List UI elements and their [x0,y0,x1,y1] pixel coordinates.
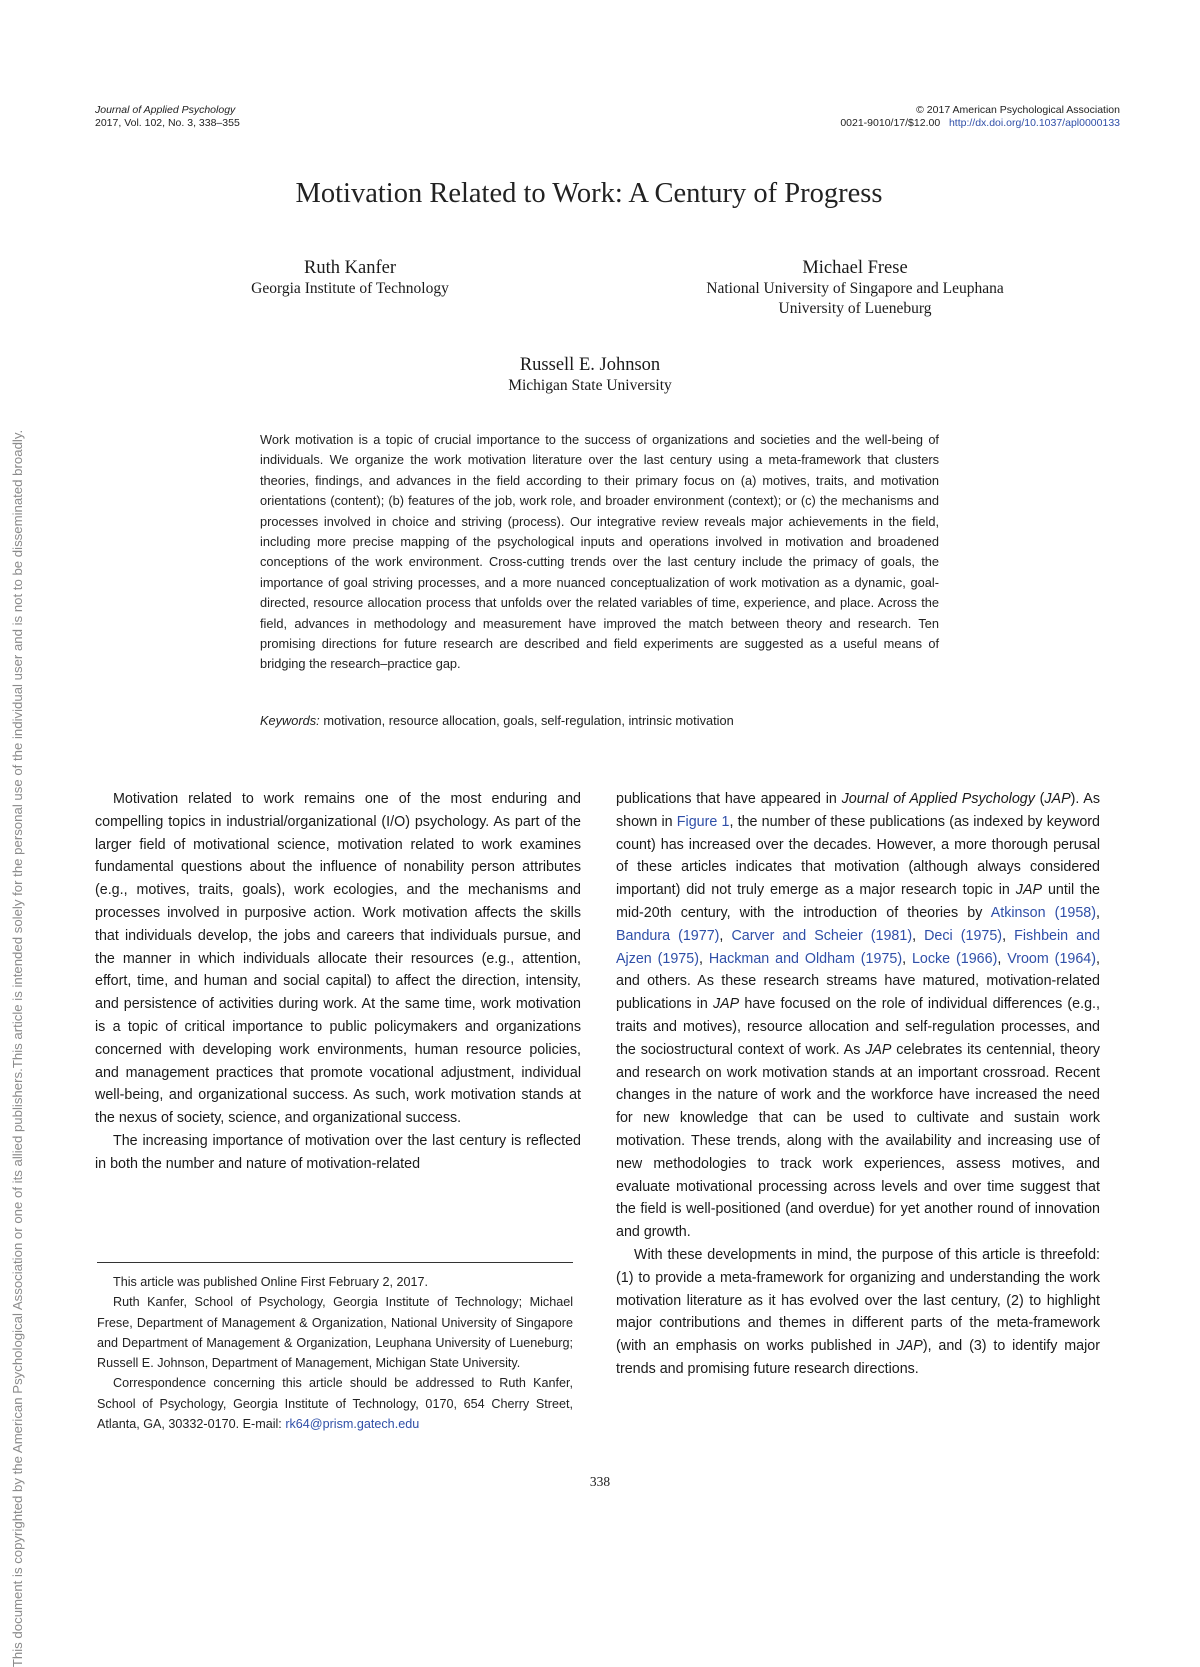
issn: 0021-9010/17/$12.00 [840,117,941,129]
footnote-affiliations: Ruth Kanfer, School of Psychology, Georgia Institute of Technology; Michael Frese, Department of Management & Organization, National University of Singapore and Department of Management & Organization, Leuphana University of Lueneburg; Russell E. Johnson, Department of Management, Michigan State University. [97,1295,573,1371]
text-run: , [719,927,732,944]
author-name: Ruth Kanfer [304,258,396,278]
author-block [420,354,760,396]
text-run: ( [1034,791,1045,807]
abstract: Work motivation is a topic of crucial importance to the success of organizations and societies and the well-being of individuals. We organize the work motivation literature over the last century using a meta-framework that clusters theories, findings, and advances in the field according to their primary focus on (a) motives, traits, and motivation orientations (content); (b) features of the job, work role, and broader environment (context); or (c) the mechanisms and processes involved in choice and striving (process). Our integrative review reveals major achievements in the field, including more precise mapping of the psychological inputs and operations involved in motivation and broadened conceptions of the work environment. Cross-cutting trends over the last century include the primacy of goals, the importance of goal striving processes, and a more nuanced conceptualization of work motivation as a dynamic, goal-directed, resource allocation process that unfolds over the related variables of time, experience, and place. Across the field, advances in methodology and measurement have improved the match between theory and research. Ten promising directions for future research are described and field experiments are suggested as a useful means of bridging the research–practice gap. [260,432,939,672]
citation-link[interactable]: Vroom (1964) [1007,950,1097,967]
journal-abbrev-italic: JAP [1044,791,1071,807]
text-run: , the number of these publications (as indexed by keyword count) has increased over the decades. However, a more thorough perusal of these articles indicates that motivation (although always considered important) did not truly emerge as a major research topic in [616,813,1100,899]
footnote-published: This article was published Online First February 2, 2017. [113,1275,428,1289]
body-paragraph [616,1244,1100,1381]
body-paragraph: Motivation related to work remains one of the most enduring and compelling topics in industrial/organizational (I/O) psychology. As part of the larger field of motivational science, motivation related to work examines fundamental questions about the influence of nonability person attributes (e.g., motives, traits, goals), work ecologies, and the mechanisms and processes involved in purposive action. Work motivation affects the skills that individuals develop, the jobs and careers that individuals pursue, and the manner in which individuals allocate their resources (e.g., attention, effort, time, and human and social capital) to affect the direction, intensity, and persistence of activities during work. At the same time, work motivation is a topic of critical importance to public policymakers and organizations concerned with developing work environments, human resource policies, and management practices that promote vocational adjustment, individual well-being, and organizational success. As such, work motivation stands at the nexus of society, science, and organizational success. [95,791,581,1127]
author-name: Russell E. Johnson [519,355,661,375]
author-block [655,257,1055,319]
text-run: , [912,927,925,944]
figure-1-link[interactable]: Figure 1 [676,813,730,830]
keywords-list: motivation, resource allocation, goals, self-regulation, intrinsic motivation [323,713,734,728]
text-run: ), and (3) to identify major trends and promising future research directions. [616,1338,1100,1377]
author-name: Michael Frese [802,258,908,278]
journal-header [95,104,240,130]
text-run: , and others. As these research streams have matured, motivation-related publications in [616,950,1100,1013]
author-affiliation: National University of Singapore and Leuphana [706,280,1004,297]
keywords [260,713,939,728]
author-block [180,257,520,299]
journal-name: Journal of Applied Psychology [95,104,236,116]
citation-link[interactable]: Atkinson (1958) [990,904,1097,921]
text-run: , [698,950,709,967]
correspondence-text: Correspondence concerning this article should be addressed to Ruth Kanfer, School of Psychology, Georgia Institute of Technology, 0170, 654 Cherry Street, Atlanta, GA, 30332-0170. E-mail: [97,1376,573,1432]
journal-abbrev-italic: JAP [712,996,740,1013]
text-run: , [997,950,1008,967]
citation-link[interactable]: Locke (1966) [911,950,998,967]
author-affiliation: Georgia Institute of Technology [251,280,449,297]
footnotes [97,1272,573,1434]
text-run: , [1096,904,1100,921]
text-run: , [1002,927,1015,944]
citation-link[interactable]: Carver and Scheier (1981) [731,927,913,944]
author-affiliation-line-2: University of Lueneburg [778,300,932,317]
body-paragraph [616,788,1100,1244]
text-run: celebrates its centennial, theory and research on work motivation stands at an important crossroad. Recent changes in the nature of work and the workforce have increased the need for new knowledge that can be used to cultivate and sustain work motivation. These trends, along with the availability and increasing use of new methodologies to track work experiences, assess motives, and evaluate motivational processing across levels and over time suggest that the field is well-positioned (and overdue) for yet another round of innovation and growth. [616,1041,1100,1241]
body-column-left [95,788,581,1176]
copyright-header [840,104,1120,130]
page-number: 338 [589,1474,611,1489]
issn-doi-line [840,117,1120,130]
text-run: With these developments in mind, the purpose of this article is threefold: (1) to provide a meta-framework for organizing and understanding the work motivation literature as it has evolved over the last century, (2) to highlight major contributions and themes in different parts of the meta-framework (with an emphasis on works published in [616,1246,1100,1355]
watermark-line-2: This article is intended solely for the personal use of the individual user and is not to be disseminated broadly. [10,430,25,1069]
email-link[interactable]: rk64@prism.gatech.edu [285,1417,420,1432]
journal-issue: 2017, Vol. 102, No. 3, 338–355 [95,117,240,129]
article-title: Motivation Related to Work: A Century of Progress [295,178,883,209]
text-run: until the mid-20th century, with the introduction of theories by [616,882,1100,921]
doi-link[interactable]: http://dx.doi.org/10.1037/apl0000133 [948,117,1120,129]
text-run: ). As shown in [616,791,1100,830]
journal-abbrev-italic: JAP [1015,882,1043,899]
text-run: , [902,950,912,967]
footnote-correspondence [97,1373,573,1434]
watermark-line-1: This document is copyrighted by the American Psychological Association or one of its allied publishers. [10,1068,25,1667]
citation-link[interactable]: Fishbein and Ajzen (1975) [616,927,1101,967]
citation-link[interactable]: Bandura (1977) [616,927,720,944]
keywords-label: Keywords: [260,713,320,728]
journal-name-italic: Journal of Applied Psychology [841,791,1035,807]
text-run: publications that have appeared in [616,791,842,807]
copyright-line: © 2017 American Psychological Association [916,104,1120,116]
journal-abbrev-italic: JAP [896,1338,923,1355]
citation-link[interactable]: Hackman and Oldham (1975) [708,950,903,967]
body-paragraph: The increasing importance of motivation over the last century is reflected in both the number and nature of motivation-related [95,1132,581,1172]
author-affiliation: Michigan State University [508,377,672,394]
journal-abbrev-italic: JAP [865,1041,892,1058]
footnote-divider [97,1262,573,1263]
text-run: have focused on the role of individual differences (e.g., traits and motives), resource allocation and self-regulation processes, and the sociostructural context of work. As [616,996,1101,1058]
body-column-right [616,788,1100,1381]
citation-link[interactable]: Deci (1975) [924,927,1003,944]
